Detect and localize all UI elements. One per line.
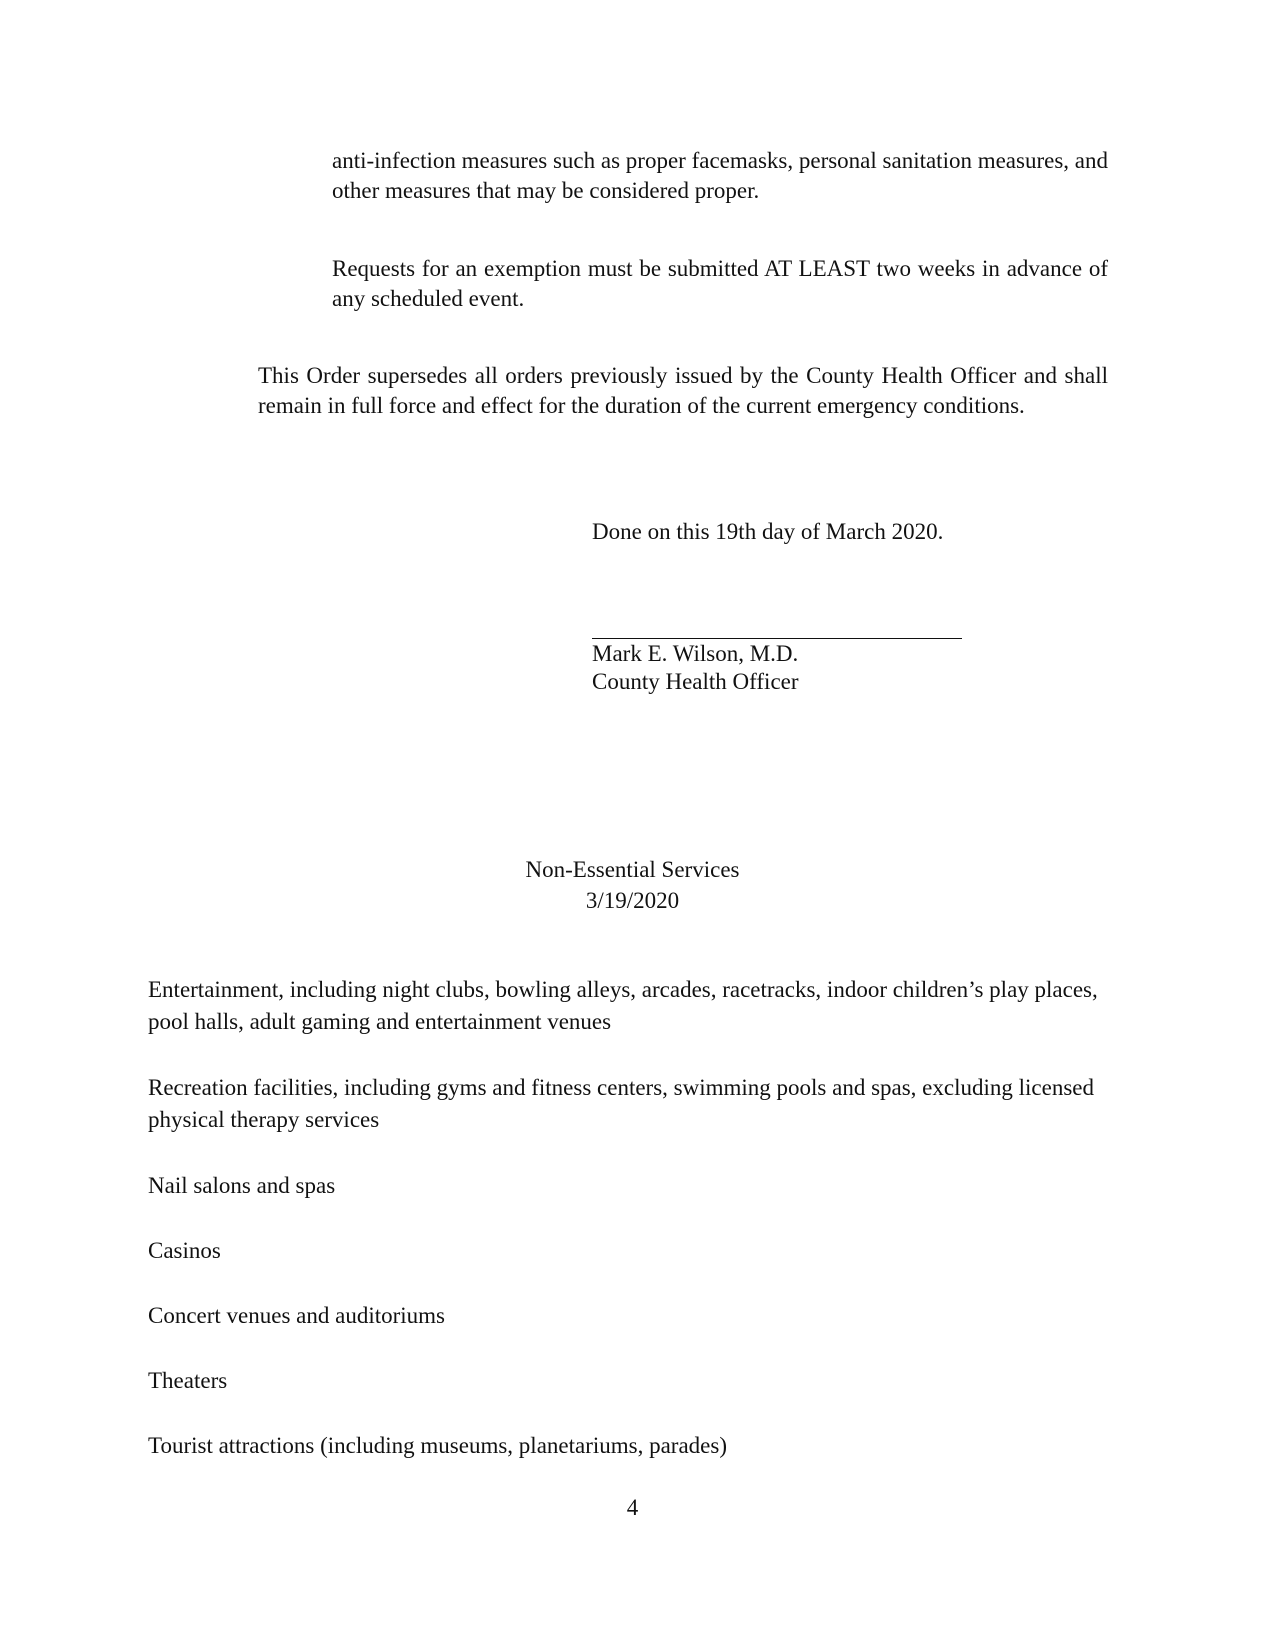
list-item: Casinos <box>148 1238 221 1263</box>
signature-line <box>592 638 962 639</box>
list-item: Entertainment, including night clubs, bowling alleys, arcades, racetracks, indoor children’s play places, pool halls, adult gaming and entertainment venues <box>148 977 1098 1034</box>
list-item: Concert venues and auditoriums <box>148 1303 446 1328</box>
order-supersedes-paragraph: This Order supersedes all orders previously issued by the County Health Officer and shall remain in full force and effect for the duration of the current emergency conditions. <box>258 363 1108 418</box>
done-on-date: Done on this 19th day of March 2020. <box>592 519 944 544</box>
exemption-paragraph-1: anti-infection measures such as proper facemasks, personal sanitation measures, and other measures that may be considered proper. <box>332 148 1108 203</box>
non-essential-date: 3/19/2020 <box>585 888 680 913</box>
list-item: Recreation facilities, including gyms and fitness centers, swimming pools and spas, excluding licensed physical therapy services <box>148 1075 1094 1132</box>
list-item: Nail salons and spas <box>148 1173 336 1198</box>
signer-name: Mark E. Wilson, M.D. <box>592 641 799 666</box>
list-item: Theaters <box>148 1368 228 1393</box>
exemption-paragraph-2: Requests for an exemption must be submitted AT LEAST two weeks in advance of any scheduled event. <box>332 256 1108 311</box>
list-item: Tourist attractions (including museums, planetariums, parades) <box>148 1433 727 1458</box>
page-number: 4 <box>626 1495 639 1520</box>
non-essential-heading: Non-Essential Services <box>525 857 740 882</box>
signer-title: County Health Officer <box>592 669 799 694</box>
